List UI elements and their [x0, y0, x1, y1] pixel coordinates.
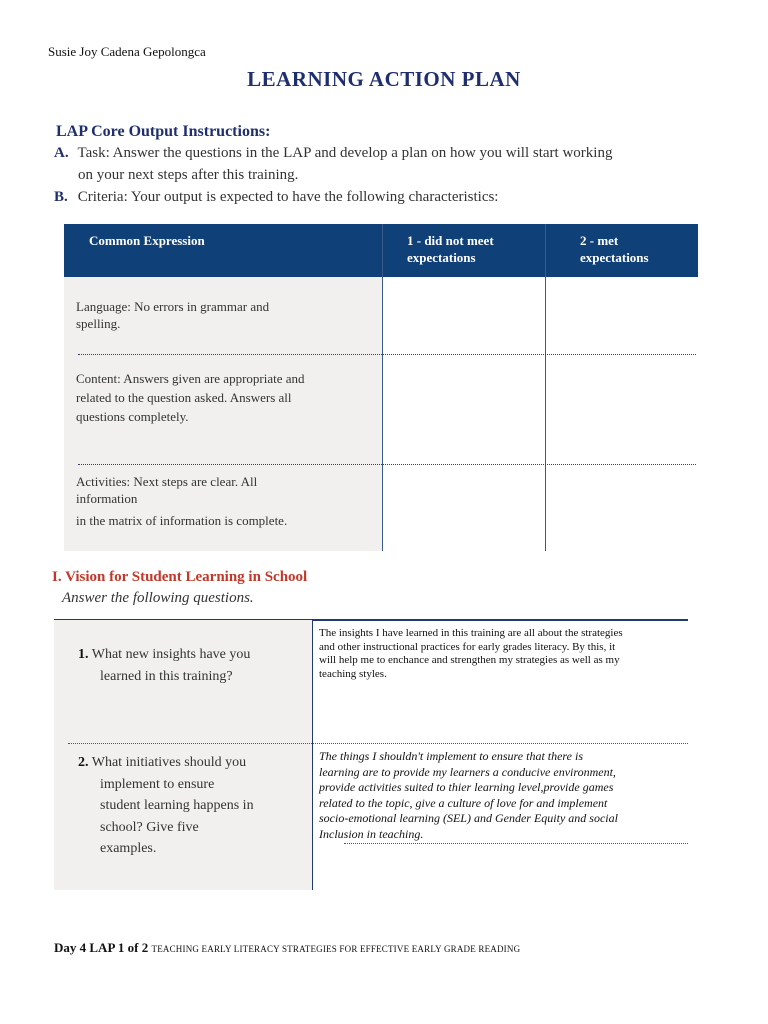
criteria-row-activities: Activities: Next steps are clear. All information in the matrix of information is complete. — [76, 474, 288, 528]
footer-day: Day 4 LAP 1 of 2 — [54, 940, 149, 955]
instruction-b-label: B. — [54, 189, 68, 205]
instruction-a-line2: on your next steps after this training. — [78, 167, 299, 183]
answer-1: The insights I have learned in this training are all about the strategies and other instructional practices for early grades literacy. By this, it will help me to enchance and strengthen my strategies as well as my teaching styles. — [319, 627, 623, 680]
criteria-divider-1 — [382, 224, 383, 551]
instruction-a-cont — [54, 165, 298, 186]
footer-course: TEACHING EARLY LITERACY STRATEGIES FOR EFFECTIVE EARLY GRADE READING — [151, 944, 521, 954]
questions-divider — [312, 620, 313, 890]
section-vision-subheading: Answer the following questions. — [62, 590, 254, 606]
instruction-b-line: Criteria: Your output is expected to have the following characteristics: — [77, 189, 499, 205]
instruction-a — [54, 143, 612, 164]
criteria-row-separator-1 — [78, 354, 696, 355]
criteria-col-did-not-meet: 1 - did not meet expectations — [382, 224, 545, 277]
criteria-row-language: Language: No errors in grammar and spelling. — [76, 299, 270, 331]
question-2: 2. What initiatives should you implement to ensure student learning happens in school? Give five examples. — [78, 755, 254, 856]
instructions-heading: LAP Core Output Instructions: — [56, 123, 271, 140]
criteria-col-met: 2 - met expectations — [545, 224, 698, 277]
instruction-a-line1: Task: Answer the questions in the LAP and develop a plan on how you will start working — [77, 145, 613, 161]
criteria-row-content: Content: Answers given are appropriate and related to the question asked. Answers all questions completely. — [76, 371, 305, 424]
criteria-table-header — [64, 224, 698, 277]
answer-2: The things I shouldn't implement to ensure that there is learning are to provide my learners a conducive environment, provide activities suited to thier learning level,provide games related to the topic, give a culture of love for and implement socio-emotional learning (SEL) and Gender Equity and social Inclusion in teaching. — [319, 749, 618, 841]
author-name: Susie Joy Cadena Gepolongca — [48, 44, 206, 59]
instruction-a-label: A. — [54, 145, 69, 161]
page-footer — [54, 940, 520, 956]
criteria-divider-2 — [545, 224, 546, 551]
answer-2-end-line — [344, 843, 688, 844]
instruction-b — [54, 187, 498, 208]
page-title: LEARNING ACTION PLAN — [247, 67, 521, 91]
section-vision-heading: I. Vision for Student Learning in School — [52, 569, 308, 585]
questions-row-separator — [68, 743, 688, 744]
criteria-col-common-expression: Common Expression — [89, 233, 205, 248]
criteria-row-separator-2 — [78, 464, 696, 465]
question-1: 1. What new insights have you learned in this training? — [78, 647, 251, 684]
